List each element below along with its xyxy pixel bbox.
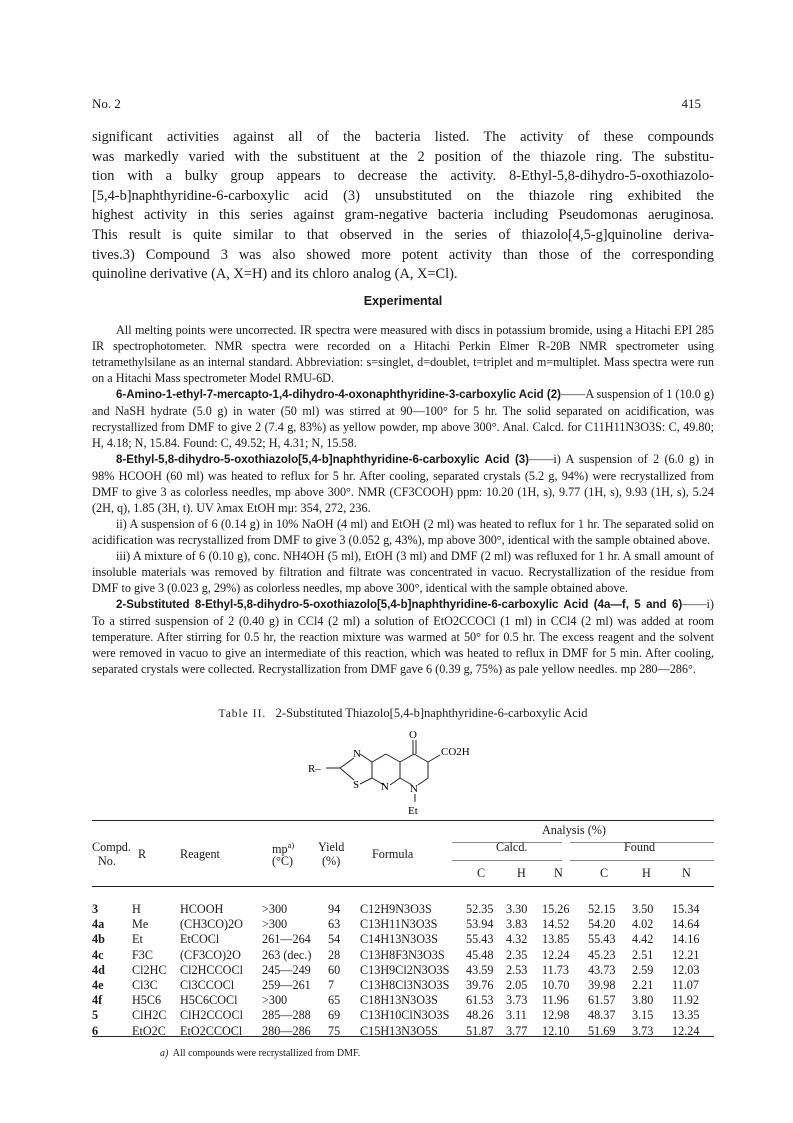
row-found-h: 4.42 [632, 932, 654, 947]
intro-line: [5,4-b]naphthyridine-6-carboxylic acid (3) unsubstituted on the thiazole ring exhibited the [92, 187, 714, 204]
row-mp: 245—249 [262, 962, 311, 977]
row-calcd-n: 11.96 [542, 993, 569, 1008]
row-yield: 54 [328, 932, 341, 947]
exp-heading-compound-4-6: 2-Substituted 8-Ethyl-5,8-dihydro-5-oxothiazolo[5,4-b]naphthyridine-6-carboxylic Acid (4a—f, 5 and 6) [116, 599, 683, 611]
row-yield: 28 [328, 947, 341, 962]
row-calcd-n: 14.52 [542, 917, 570, 932]
row-substituent-r: EtO2C [132, 1023, 166, 1038]
header-calcd-c: C [477, 866, 486, 880]
row-yield: 60 [328, 962, 341, 977]
row-substituent-r: Cl3C [132, 978, 158, 992]
exp-paragraph-compound-4-6 [92, 596, 714, 677]
row-mp: >300 [262, 917, 288, 932]
header-mp-note: a) [287, 840, 295, 850]
table-header-rule [92, 886, 714, 887]
row-formula: C15H13N3O5S [360, 1023, 438, 1038]
row-yield: 7 [328, 978, 335, 992]
row-calcd-h: 3.77 [506, 1023, 528, 1038]
row-yield: 63 [328, 917, 341, 932]
row-substituent-r: Me [132, 917, 149, 932]
row-mp: >300 [262, 902, 288, 916]
row-found-h: 3.73 [632, 1023, 654, 1038]
row-calcd-c: 51.87 [466, 1023, 494, 1038]
row-reagent: EtCOCl [180, 932, 220, 947]
header-found-n: N [682, 866, 691, 880]
exp-paragraph-compound-2 [92, 386, 714, 451]
row-formula: C18H13N3O3S [360, 993, 438, 1008]
row-compound-no: 4f [92, 993, 103, 1008]
row-calcd-c: 48.26 [466, 1008, 494, 1023]
row-found-c: 54.20 [588, 917, 616, 932]
row-reagent: EtO2CCOCl [180, 1023, 243, 1038]
row-mp: 259—261 [262, 978, 311, 992]
row-formula: C13H11N3O3S [360, 917, 438, 932]
table-top-rule [92, 820, 714, 821]
row-substituent-r: ClH2C [132, 1008, 167, 1023]
row-found-n: 14.16 [672, 932, 700, 947]
row-formula: C14H13N3O3S [360, 932, 438, 947]
calcd-subrule [452, 860, 562, 861]
row-found-h: 2.59 [632, 962, 654, 977]
exp-text-compound-3: ——i) A suspension of 2 (6.0 g) in 98% HCOOH (60 ml) was heated to reflux for 5 hr. After cooling, separated crystals (5.2 g, 94%) were recrystallized from DMF to give 3 as colorless needles, mp above 300°. NMR (CF3COOH) ppm: 10.20 (1H, s), 9.77 (1H, s), 9.93 (1H, s), 5.24 (2H, q), 1.85 (3H, t). UV λmax EtOH mμ: 354, 272, 236. [92, 452, 714, 515]
running-header-journal-issue: No. 2 [92, 96, 121, 111]
row-compound-no: 6 [92, 1023, 99, 1038]
ring-nitrogen-label: N [381, 781, 389, 793]
row-formula: C12H9N3O3S [360, 902, 432, 916]
row-found-n: 11.92 [672, 993, 699, 1008]
table-footnote [160, 1048, 360, 1059]
row-calcd-c: 53.94 [466, 917, 494, 932]
row-calcd-c: 55.43 [466, 932, 494, 947]
row-formula: C13H8F3N3O3S [360, 947, 445, 962]
footnote-mark: a) [160, 1048, 169, 1059]
row-found-h: 2.51 [632, 947, 654, 962]
r-substituent-label: R– [308, 763, 321, 775]
exp-text-compound-4-6: ——i) To a stirred suspension of 2 (0.40 g) in CCl4 (2 ml) a solution of EtO2CCOCl (1 ml) in CCl4 (2 ml) was added at room temperature. After stirring for 0.5 hr, the reaction mixture was warmed at 50° for 0.5 hr. The excess reagent and the solvent were removed in vacuo to give an intermediate of this reaction, which was heated to reflux in DMF for 5 min. After cooling, separated crystals were collected. Recrystallization from DMF gave 6 (0.39 g, 75%) as pale yellow needles. mp 280—286°. [92, 597, 714, 676]
page-number: 415 [681, 96, 701, 111]
row-calcd-h: 2.35 [506, 947, 528, 962]
row-calcd-h: 3.30 [506, 902, 528, 916]
row-calcd-h: 3.73 [506, 993, 528, 1008]
row-compound-no: 5 [92, 1008, 99, 1023]
row-found-h: 4.02 [632, 917, 654, 932]
row-calcd-h: 3.11 [506, 1008, 527, 1023]
header-found-c: C [600, 866, 609, 880]
row-mp: 261—264 [262, 932, 311, 947]
intro-line: tives.3) Compound 3 was also showed more potent activity than those of the corresponding [92, 246, 714, 263]
thiazole-nitrogen-label: N [353, 748, 361, 760]
row-found-n: 12.21 [672, 947, 700, 962]
intro-line: highest activity in this series against gram-negative bacteria including Pseudomonas aeruginosa. [92, 207, 714, 224]
row-calcd-c: 61.53 [466, 993, 494, 1008]
row-found-c: 45.23 [588, 947, 616, 962]
header-calcd-n: N [554, 866, 563, 880]
row-yield: 65 [328, 993, 341, 1008]
found-subrule [570, 860, 714, 861]
carboxylic-acid-label: CO2H [441, 746, 470, 758]
row-yield: 75 [328, 1023, 341, 1038]
row-substituent-r: F3C [132, 947, 154, 962]
row-found-h: 3.15 [632, 1008, 654, 1023]
exp-heading-compound-3: 8-Ethyl-5,8-dihydro-5-oxothiazolo[5,4-b]naphthyridine-6-carboxylic Acid (3) [116, 454, 529, 466]
row-reagent: H5C6COCl [180, 993, 238, 1008]
header-calcd-h: H [517, 866, 526, 880]
row-reagent: Cl2HCCOCl [180, 962, 243, 977]
row-compound-no: 4e [92, 978, 104, 992]
header-yield: Yield [318, 840, 345, 854]
row-calcd-n: 15.26 [542, 902, 570, 916]
row-found-n: 12.03 [672, 962, 700, 977]
row-yield: 94 [328, 902, 341, 916]
row-found-c: 39.98 [588, 978, 616, 992]
thiazolonaphthyridine-structure [290, 728, 530, 818]
thiazole-sulfur-label: S [353, 779, 360, 791]
exp-paragraph-compound-3 [92, 451, 714, 516]
row-found-n: 15.34 [672, 902, 700, 916]
intro-line: quinoline derivative (A, X=H) and its chloro analog (A, X=Cl). [92, 266, 458, 283]
header-found-h: H [642, 866, 651, 880]
row-compound-no: 4a [92, 917, 105, 932]
row-found-c: 61.57 [588, 993, 616, 1008]
row-calcd-c: 45.48 [466, 947, 494, 962]
row-calcd-n: 11.73 [542, 962, 569, 977]
row-formula: C13H9Cl2N3O3S [360, 962, 450, 977]
row-found-c: 51.69 [588, 1023, 616, 1038]
intro-line: This result is quite similar to that observed in the series of thiazolo[4,5-g]quinoline deriva- [92, 227, 714, 243]
row-calcd-n: 10.70 [542, 978, 570, 992]
row-calcd-h: 4.32 [506, 932, 528, 947]
row-compound-no: 3 [92, 902, 99, 916]
row-formula: C13H10ClN3O3S [360, 1008, 450, 1023]
row-found-n: 11.07 [672, 978, 699, 992]
row-calcd-h: 2.53 [506, 962, 528, 977]
exp-text-compound-2: ——A suspension of 1 (10.0 g) and NaSH hydrate (5.0 g) in water (50 ml) was stirred at 90—100° for 5 hr. The solid separated on acidification, was recrystallized from DMF to give 2 (7.4 g, 83%) as yellow powder, mp above 300°. Anal. Calcd. for C11H11N3O3S: C, 49.80; H, 4.18; N, 15.84. Found: C, 49.52; H, 4.31; N, 15.58. [92, 387, 715, 450]
row-mp: 263 (dec.) [262, 947, 312, 962]
header-reagent: Reagent [180, 847, 220, 861]
exp-paragraph-general: All melting points were uncorrected. IR spectra were measured with discs in potassium bromide, using a Hitachi EPI 285 IR spectrophotometer. NMR spectra were recorded on a Hitachi Perkin Elmer R-20B NMR spectrometer using tetramethylsilane as an internal standard. Abbreviation: s=singlet, d=doublet, t=triplet and m=multiplet. Mass spectra were run on a Hitachi Mass spectrometer Model RMU-6D. [92, 323, 714, 385]
header-r: R [138, 847, 147, 861]
row-substituent-r: Cl2HC [132, 962, 167, 977]
exp-paragraph-method-ii: ii) A suspension of 6 (0.14 g) in 10% NaOH (4 ml) and EtOH (2 ml) was heated to reflux for 1 hr. The separated solid on acidification was recrystallized from DMF to give 3 (0.052 g, 43%), mp above 300°, identical with the sample obtained above. [92, 517, 714, 547]
row-calcd-n: 12.98 [542, 1008, 570, 1023]
row-reagent: HCOOH [180, 902, 224, 916]
row-found-n: 14.64 [672, 917, 700, 932]
row-mp: >300 [262, 993, 288, 1008]
header-analysis: Analysis (%) [542, 823, 606, 837]
row-calcd-n: 12.24 [542, 947, 570, 962]
row-found-c: 52.15 [588, 902, 616, 916]
row-calcd-c: 52.35 [466, 902, 494, 916]
intro-line: tion with a bulky group appears to decrease the activity. 8-Ethyl-5,8-dihydro-5-oxothiazolo- [92, 168, 714, 185]
header-formula: Formula [372, 847, 414, 861]
header-mp: mp [272, 842, 288, 857]
row-reagent: ClH2CCOCl [180, 1008, 243, 1023]
row-compound-no: 4b [92, 932, 105, 947]
row-reagent: Cl3CCOCl [180, 978, 235, 992]
row-substituent-r: H5C6 [132, 993, 162, 1008]
row-reagent: (CH3CO)2O [180, 917, 243, 932]
row-found-c: 43.73 [588, 962, 616, 977]
row-formula: C13H8Cl3N3O3S [360, 978, 450, 992]
row-found-h: 2.21 [632, 978, 654, 992]
row-reagent: (CF3CO)2O [180, 947, 241, 962]
row-mp: 285—288 [262, 1008, 311, 1023]
intro-line: significant activities against all of the bacteria listed. The activity of these compounds [92, 129, 714, 145]
row-yield: 69 [328, 1008, 341, 1023]
table-caption [92, 706, 714, 721]
footnote-text: All compounds were recrystallized from DMF. [172, 1048, 361, 1059]
row-substituent-r: Et [132, 932, 143, 947]
row-found-n: 13.35 [672, 1008, 700, 1023]
header-no: No. [98, 854, 116, 868]
experimental-body [92, 322, 714, 677]
row-calcd-c: 43.59 [466, 962, 494, 977]
header-compd: Compd. [92, 840, 131, 854]
header-yield-unit: (%) [322, 854, 341, 868]
row-compound-no: 4d [92, 962, 105, 977]
table-label: Table II. [218, 708, 267, 720]
ethyl-label: Et [408, 805, 418, 817]
row-calcd-h: 3.83 [506, 917, 528, 932]
header-found: Found [624, 840, 656, 854]
row-calcd-h: 2.05 [506, 978, 528, 992]
row-calcd-n: 13.85 [542, 932, 570, 947]
row-found-n: 12.24 [672, 1023, 700, 1038]
section-title-experimental: Experimental [363, 294, 443, 308]
row-found-c: 48.37 [588, 1008, 616, 1023]
row-compound-no: 4c [92, 947, 104, 962]
table-bottom-rule [92, 1036, 714, 1037]
table-title: 2-Substituted Thiazolo[5,4-b]naphthyridine-6-carboxylic Acid [275, 706, 588, 720]
row-found-c: 55.43 [588, 932, 616, 947]
header-mp-unit: (°C) [272, 854, 294, 868]
carbonyl-oxygen-label: O [409, 729, 417, 741]
exp-heading-compound-2: 6-Amino-1-ethyl-7-mercapto-1,4-dihydro-4-oxonaphthyridine-3-carboxylic Acid (2) [116, 389, 561, 401]
intro-line: was markedly varied with the substituent at the 2 position of the thiazole ring. The substitu- [92, 148, 714, 165]
row-mp: 280—286 [262, 1023, 311, 1038]
row-found-h: 3.50 [632, 902, 654, 916]
row-substituent-r: H [132, 902, 141, 916]
row-calcd-c: 39.76 [466, 978, 494, 992]
row-found-h: 3.80 [632, 993, 654, 1008]
row-calcd-n: 12.10 [542, 1023, 570, 1038]
ethyl-nitrogen-label: N [410, 783, 418, 795]
header-calcd: Calcd. [496, 840, 528, 854]
exp-paragraph-method-iii: iii) A mixture of 6 (0.10 g), conc. NH4OH (5 ml), EtOH (3 ml) and DMF (2 ml) was refluxed for 1 hr. A small amount of insoluble materials was removed by filtration and filtrate was concentrated in vacuo. Recrystallization of the residue from DMF to give 3 (0.023 g, 29%) as colorless needles, mp above 300°, identical with the sample obtained above. [92, 549, 714, 595]
